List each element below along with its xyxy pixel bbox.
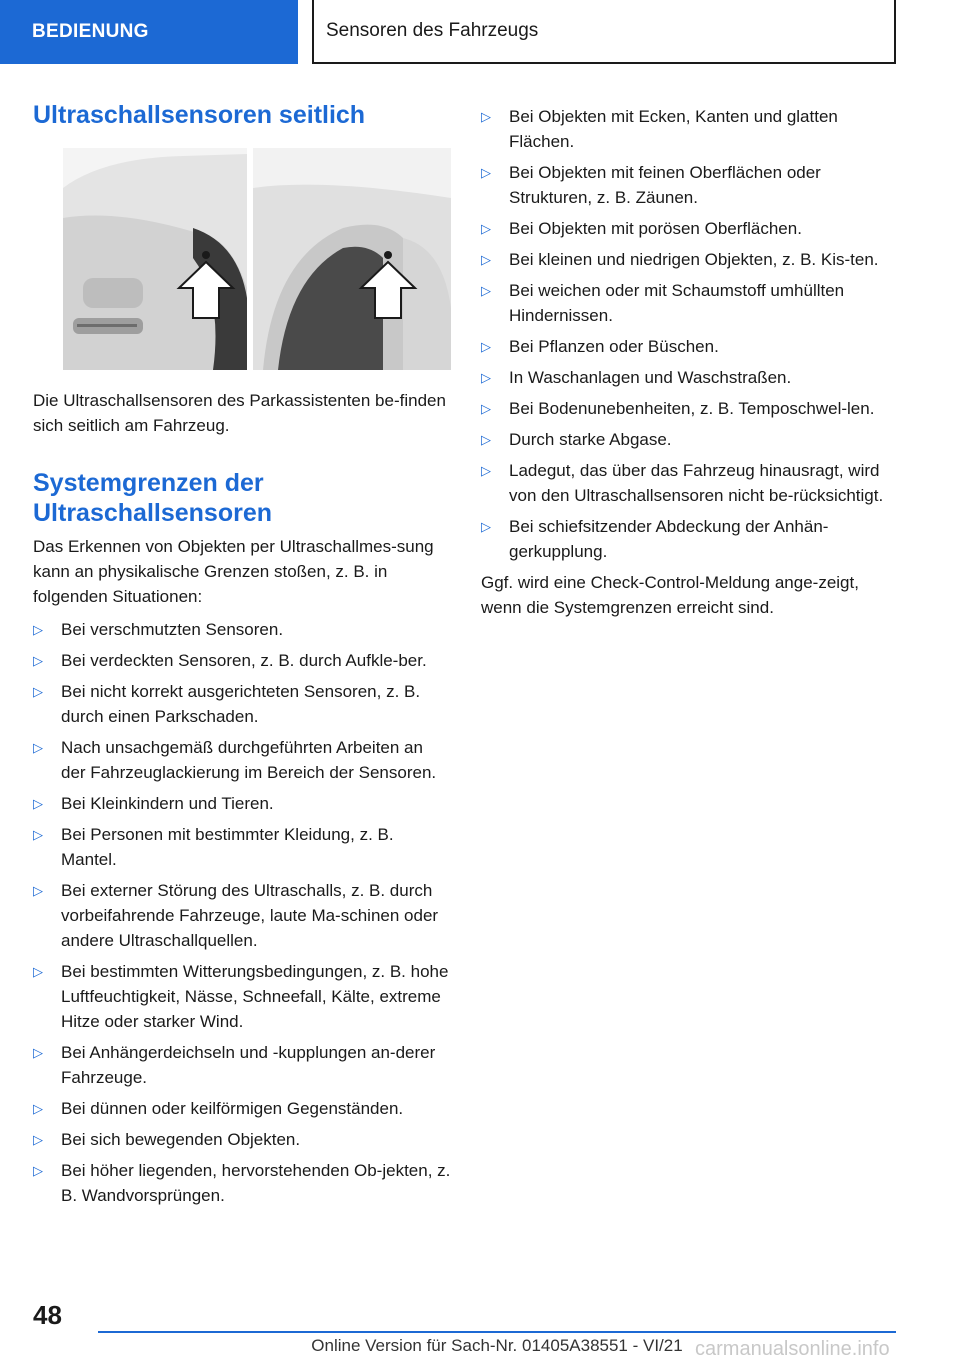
page-number: 48 xyxy=(33,1300,62,1330)
list-item-text: In Waschanlagen und Waschstraßen. xyxy=(509,368,792,387)
system-limits-intro: Das Erkennen von Objekten per Ultraschallmes-sung kann an physikalische Grenzen stoßen, z. B. in folgenden Situationen: xyxy=(33,537,434,606)
list-item-text: Bei schiefsitzender Abdeckung der Anhän-gerkupplung. xyxy=(509,517,829,561)
list-item-text: Bei nicht korrekt ausgerichteten Sensoren, z. B. durch einen Parkschaden. xyxy=(61,682,421,726)
list-item-text: Bei Personen mit bestimmter Kleidung, z. B. Mantel. xyxy=(61,825,394,869)
list-item-text: Bei sich bewegenden Objekten. xyxy=(61,1130,301,1149)
list-item-text: Nach unsachgemäß durchgeführten Arbeiten an der Fahrzeuglackierung im Bereich der Sensoren. xyxy=(61,738,437,782)
triangle-bullet-icon: ▷ xyxy=(481,463,491,478)
list-item xyxy=(33,1096,451,1121)
list-item xyxy=(481,278,901,328)
list-item xyxy=(33,959,451,1034)
triangle-bullet-icon: ▷ xyxy=(33,827,43,842)
list-item xyxy=(481,334,901,359)
triangle-bullet-icon: ▷ xyxy=(481,401,491,416)
triangle-bullet-icon: ▷ xyxy=(33,1045,43,1060)
triangle-bullet-icon: ▷ xyxy=(481,519,491,534)
list-item-text: Bei höher liegenden, hervorstehenden Ob-jekten, z. B. Wandvorsprüngen. xyxy=(61,1161,451,1205)
triangle-bullet-icon: ▷ xyxy=(481,283,491,298)
triangle-bullet-icon: ▷ xyxy=(33,796,43,811)
section-header xyxy=(312,0,896,64)
watermark: carmanualsonline.info xyxy=(695,1338,890,1360)
triangle-bullet-icon: ▷ xyxy=(33,1132,43,1147)
list-item xyxy=(33,1158,451,1208)
footer-version-text: Online Version für Sach-Nr. 01405A38551 - VI/21 xyxy=(311,1336,683,1355)
list-item xyxy=(33,822,451,872)
triangle-bullet-icon: ▷ xyxy=(33,622,43,637)
triangle-bullet-icon: ▷ xyxy=(481,221,491,236)
check-control-note: Ggf. wird eine Check-Control-Meldung ange-zeigt, wenn die Systemgrenzen erreicht sind. xyxy=(481,573,859,617)
list-item xyxy=(33,1127,451,1152)
triangle-bullet-icon: ▷ xyxy=(481,370,491,385)
triangle-bullet-icon: ▷ xyxy=(33,883,43,898)
list-item xyxy=(33,648,451,673)
list-item xyxy=(33,735,451,785)
side-sensors-description: Die Ultraschallsensoren des Parkassistenten be-finden sich seitlich am Fahrzeug. xyxy=(33,391,446,435)
list-item-text: Bei Pflanzen oder Büschen. xyxy=(509,337,719,356)
list-item-text: Bei Kleinkindern und Tieren. xyxy=(61,794,274,813)
list-item xyxy=(481,160,901,210)
list-item-text: Ladegut, das über das Fahrzeug hinausragt, wird von den Ultraschallsensoren nicht be-rücksichtigt. xyxy=(509,461,884,505)
list-item-text: Bei Anhängerdeichseln und -kupplungen an-derer Fahrzeuge. xyxy=(61,1043,436,1087)
list-item xyxy=(481,247,901,272)
list-item xyxy=(481,514,901,564)
right-column xyxy=(481,104,901,620)
list-item-text: Bei Objekten mit porösen Oberflächen. xyxy=(509,219,802,238)
list-item xyxy=(33,617,451,642)
footer-divider xyxy=(98,1331,896,1333)
triangle-bullet-icon: ▷ xyxy=(481,109,491,124)
list-item-text: Bei verschmutzten Sensoren. xyxy=(61,620,284,639)
list-item xyxy=(481,365,901,390)
triangle-bullet-icon: ▷ xyxy=(33,740,43,755)
triangle-bullet-icon: ▷ xyxy=(33,1163,43,1178)
list-item-text: Bei weichen oder mit Schaumstoff umhüllten Hindernissen. xyxy=(509,281,845,325)
right-situation-list xyxy=(481,104,901,564)
list-item xyxy=(33,878,451,953)
list-item xyxy=(481,396,901,421)
list-item-text: Bei Objekten mit feinen Oberflächen oder Strukturen, z. B. Zäunen. xyxy=(509,163,821,207)
list-item-text: Durch starke Abgase. xyxy=(509,430,672,449)
list-item-text: Bei dünnen oder keilförmigen Gegenständen. xyxy=(61,1099,404,1118)
chapter-tab-label: BEDIENUNG xyxy=(32,21,149,42)
list-item-text: Bei bestimmten Witterungsbedingungen, z. B. hohe Luftfeuchtigkeit, Nässe, Schneefall, Kälte, extreme Hitze oder starker Wind. xyxy=(61,962,449,1031)
triangle-bullet-icon: ▷ xyxy=(33,1101,43,1116)
list-item-text: Bei Bodenunebenheiten, z. B. Temposchwel-len. xyxy=(509,399,875,418)
list-item xyxy=(481,427,901,452)
sensor-location-illustration xyxy=(63,148,451,370)
section-title-side-sensors: Ultraschallsensoren seitlich xyxy=(33,101,366,129)
left-column xyxy=(33,100,451,1214)
list-item xyxy=(481,216,901,241)
triangle-bullet-icon: ▷ xyxy=(33,653,43,668)
section-header-title: Sensoren des Fahrzeugs xyxy=(326,20,539,41)
left-situation-list xyxy=(33,617,451,1208)
triangle-bullet-icon: ▷ xyxy=(481,432,491,447)
chapter-tab xyxy=(0,0,298,64)
list-item-text: Bei Objekten mit Ecken, Kanten und glatten Flächen. xyxy=(509,107,838,151)
list-item-text: Bei verdeckten Sensoren, z. B. durch Aufkle-ber. xyxy=(61,651,427,670)
list-item xyxy=(481,458,901,508)
list-item xyxy=(33,679,451,729)
section-title-system-limits: Systemgrenzen der Ultraschallsensoren xyxy=(33,469,272,527)
list-item-text: Bei externer Störung des Ultraschalls, z. B. durch vorbeifahrende Fahrzeuge, laute Ma-schinen oder andere Ultraschallquellen. xyxy=(61,881,439,950)
triangle-bullet-icon: ▷ xyxy=(33,964,43,979)
triangle-bullet-icon: ▷ xyxy=(33,684,43,699)
triangle-bullet-icon: ▷ xyxy=(481,252,491,267)
list-item xyxy=(33,1040,451,1090)
triangle-bullet-icon: ▷ xyxy=(481,165,491,180)
list-item-text: Bei kleinen und niedrigen Objekten, z. B. Kis-ten. xyxy=(509,250,879,269)
list-item xyxy=(481,104,901,154)
triangle-bullet-icon: ▷ xyxy=(481,339,491,354)
list-item xyxy=(33,791,451,816)
